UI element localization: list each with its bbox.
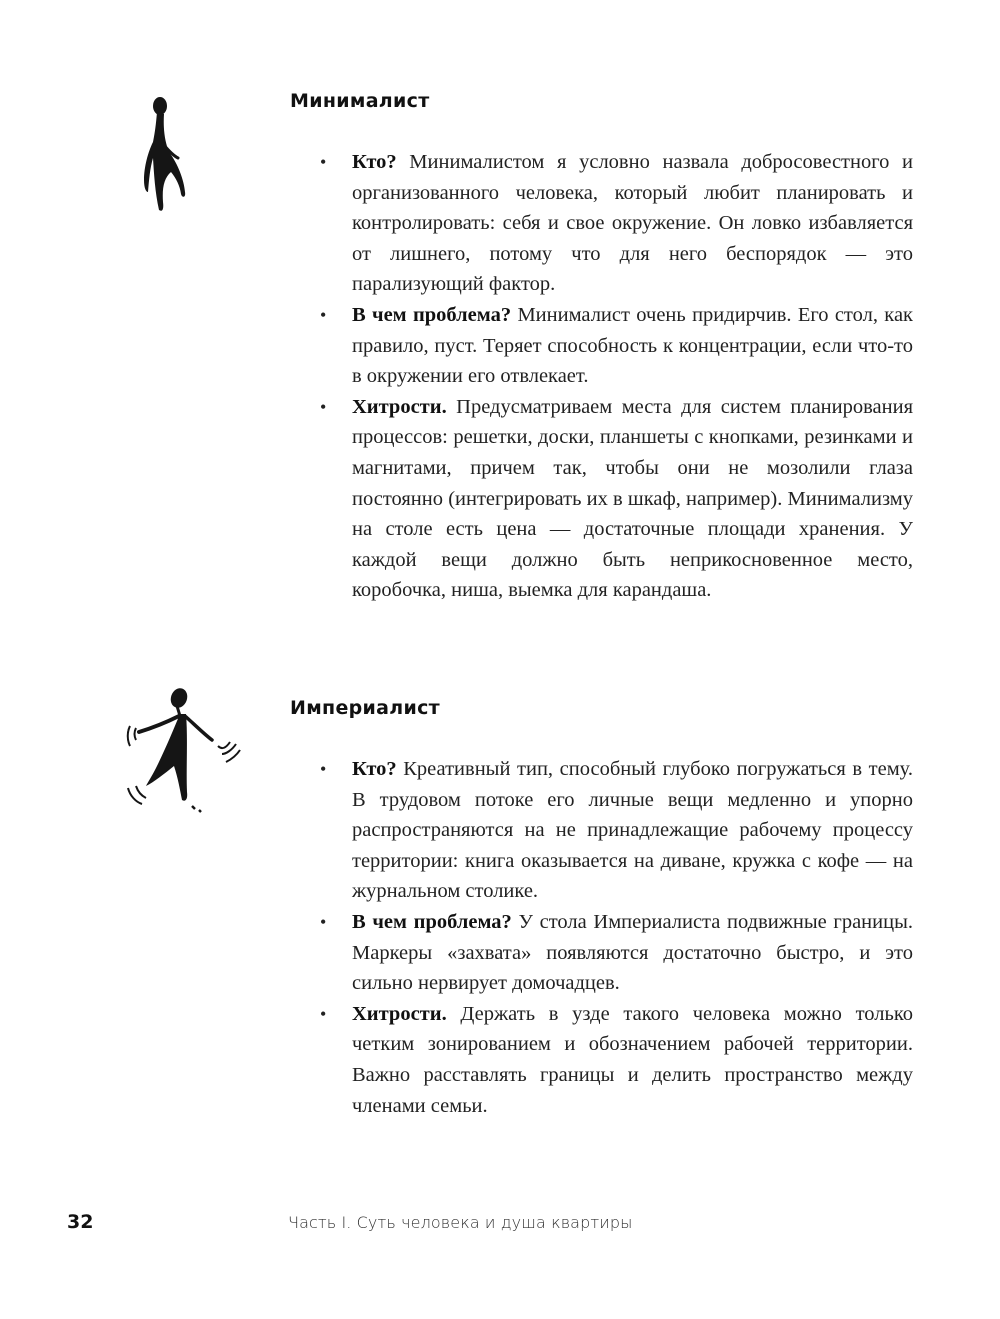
item-text: У стола Империалиста подвижные границы. Маркеры «захвата» появляются достаточно быстро, и это сильно нервирует домочадцев.: [352, 910, 913, 995]
list-item-tips: [318, 999, 913, 1121]
item-label: В чем проблема?: [352, 910, 512, 933]
list-item-who: [318, 147, 913, 300]
list-item-problem: [318, 907, 913, 999]
minimalist-list: [318, 147, 913, 606]
item-label: Кто?: [352, 758, 397, 780]
item-label: Хитрости.: [352, 1002, 447, 1025]
list-item-problem: [318, 300, 913, 392]
dancing-figure-icon: [122, 688, 247, 816]
item-text: Держать в узде такого человека можно только четким зонированием и обозначением рабочей территории. Важно расставлять границы и делить пространство между членами семьи.: [352, 1002, 913, 1117]
item-label: В чем проблема?: [352, 303, 512, 326]
item-text: Минималистом я условно назвала добросовестного и организованного человека, который любит планировать и контролировать: себя и свое окружение. Он ловко избавляется от лишнего, потому что для него беспорядок — это парализующий фактор.: [352, 151, 913, 296]
list-item-tips: [318, 392, 913, 606]
item-text: Минималист очень придирчив. Его стол, как правило, пуст. Теряет способность к концентрации, если что-то в окружении его отвлекает.: [352, 303, 913, 388]
page-number: 32: [67, 1211, 94, 1233]
item-text: Предусматриваем места для систем планирования процессов: решетки, доски, планшеты с кнопками, резинками и магнитами, причем так, чтобы они не мозолили глаза постоянно (интегрировать их в шкаф, например). Минимализму на столе есть цена — достаточные площади хранения. У каждой вещи должно быть неприкосновенное место, коробочка, ниша, выемка для карандаша.: [352, 395, 913, 602]
list-item-who: [318, 754, 913, 907]
section-heading-imperialist: Империалист: [290, 697, 440, 719]
imperialist-list: [318, 754, 913, 1121]
item-label: Кто?: [352, 151, 397, 173]
section-heading-minimalist: Минималист: [290, 90, 430, 112]
running-title: Часть I. Суть человека и душа квартиры: [288, 1213, 633, 1232]
standing-figure-icon: [138, 92, 198, 217]
item-label: Хитрости.: [352, 395, 447, 418]
item-text: Креативный тип, способный глубоко погружаться в тему. В трудовом потоке его личные вещи медленно и упорно распространяются на не принадлежащие рабочему процессу территории: книга оказывается на диване, кружка с кофе — на журнальном столике.: [352, 758, 913, 903]
